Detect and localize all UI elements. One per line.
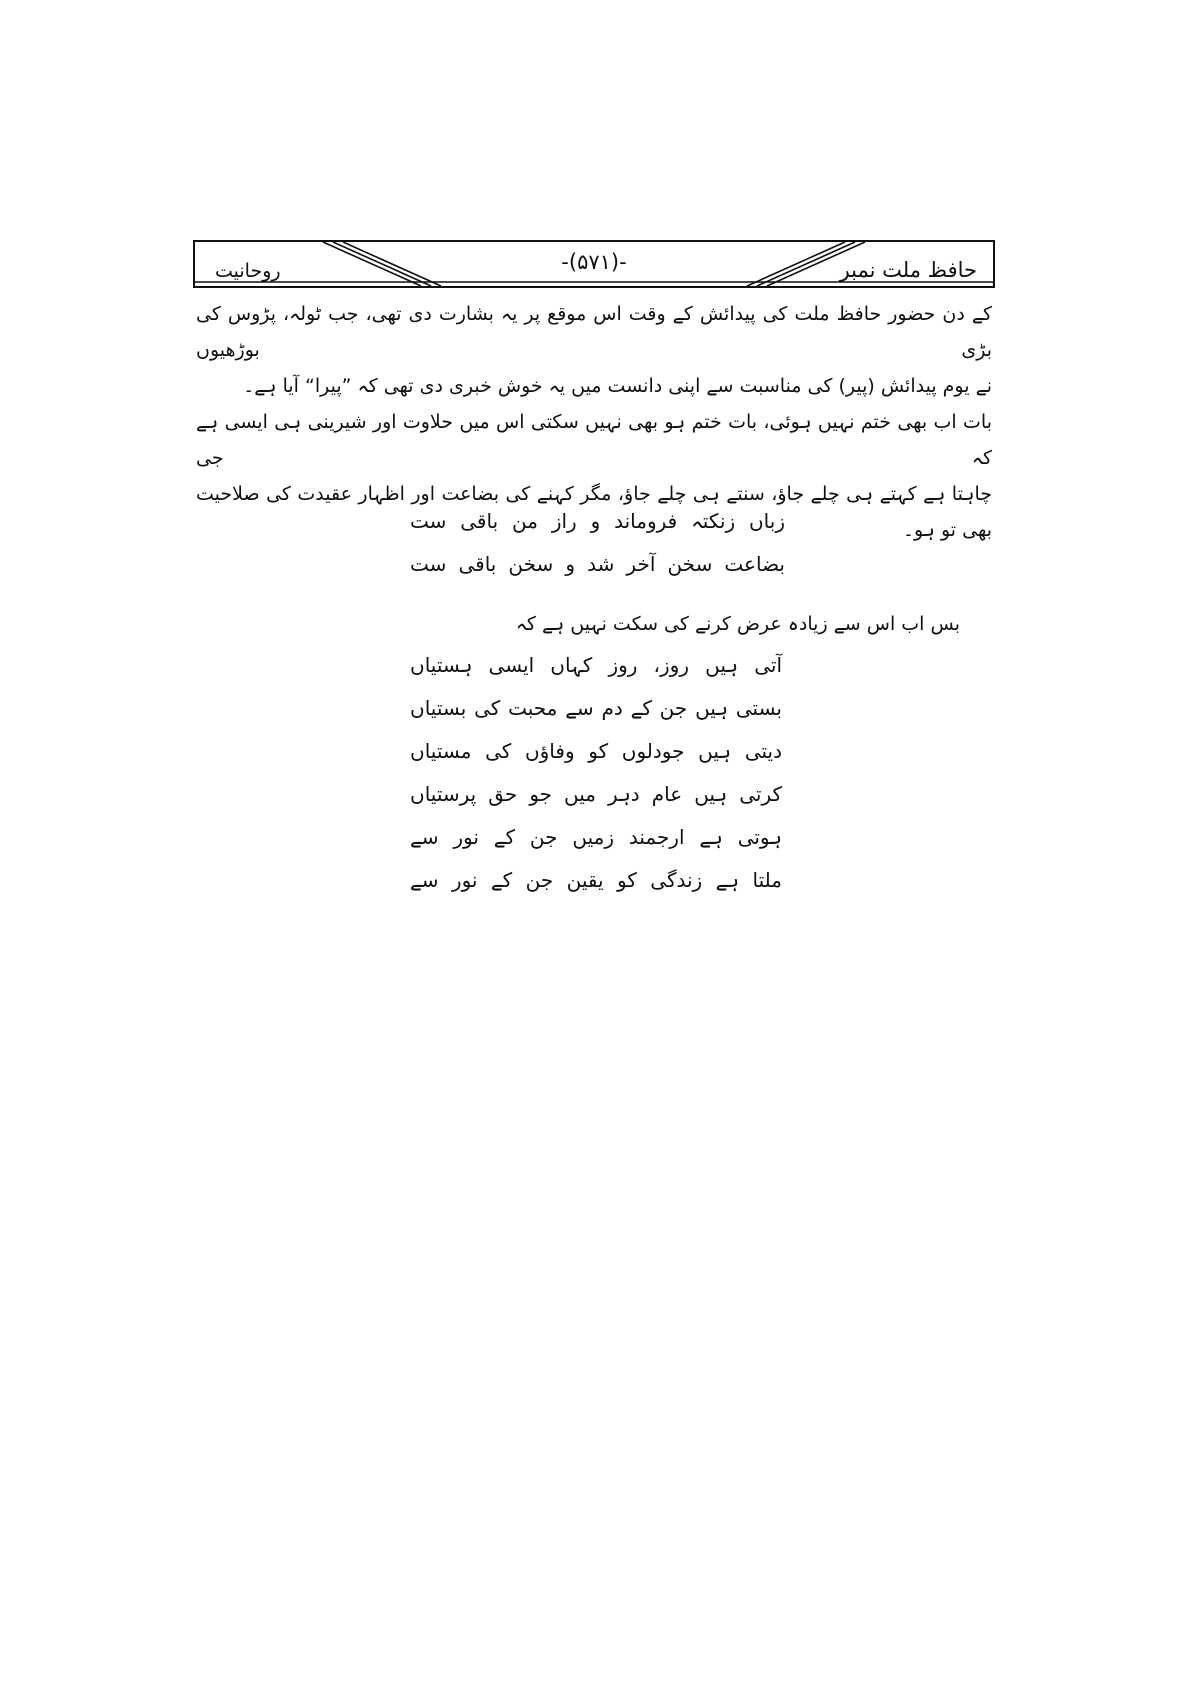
verse-line: بستی ہیں جن کے دم سے محبت کی بستیاں xyxy=(410,696,782,720)
verse-line: ہوتی ہے ارجمند زمیں جن کے نور سے xyxy=(410,825,782,849)
paragraph-line: کے دن حضور حافظ ملت کی پیدائش کے وقت اس موقع پر یہ بشارت دی تھی، جب ٹولہ، پڑوس کی بڑی بوڑھیوں xyxy=(196,303,992,361)
urdu-verse xyxy=(410,644,782,902)
verse-line: ملتا ہے زندگی کو یقین جن کے نور سے xyxy=(410,868,782,892)
persian-verse xyxy=(410,500,785,586)
verse-line: بضاعت سخن آخر شد و سخن باقی ست xyxy=(410,552,785,576)
section-title: روحانیت xyxy=(215,260,281,282)
verse-line: دیتی ہیں جودلوں کو وفاؤں کی مستیاں xyxy=(410,739,782,763)
verse-line: کرتی ہیں عام دہر میں جو حق پرستیاں xyxy=(410,782,782,806)
page-header xyxy=(193,240,995,288)
verse-line: آتی ہیں روز، روز کہاں ایسی ہستیاں xyxy=(410,653,782,677)
verse-intro xyxy=(420,604,980,644)
verse-line: زباں زنکتہ فروماند و راز من باقی ست xyxy=(410,509,785,533)
paragraph-line: چاہتا ہے کہتے ہی چلے جاؤ، سنتے ہی چلے جاؤ، مگر کہنے کی بضاعت اور اظہار عقیدت کی صلاحیت بھی تو ہو۔ xyxy=(196,483,992,541)
paragraph-line: نے یوم پیدائش (پیر) کی مناسبت سے اپنی دانست میں یہ خوش خبری دی تھی کہ ”پیرا“ آیا ہے۔ xyxy=(243,375,992,397)
magazine-title: حافظ ملت نمبر xyxy=(839,258,977,282)
page-number: -(۵۷۱)- xyxy=(561,250,627,274)
paragraph-line: بات اب بھی ختم نہیں ہوئی، بات ختم ہو بھی نہیں سکتی اس میں حلاوت اور شیرینی ہی ایسی ہے کہ جی xyxy=(196,411,992,469)
verse-intro-text: بس اب اس سے زیادہ عرض کرنے کی سکت نہیں ہے کہ xyxy=(515,613,960,635)
